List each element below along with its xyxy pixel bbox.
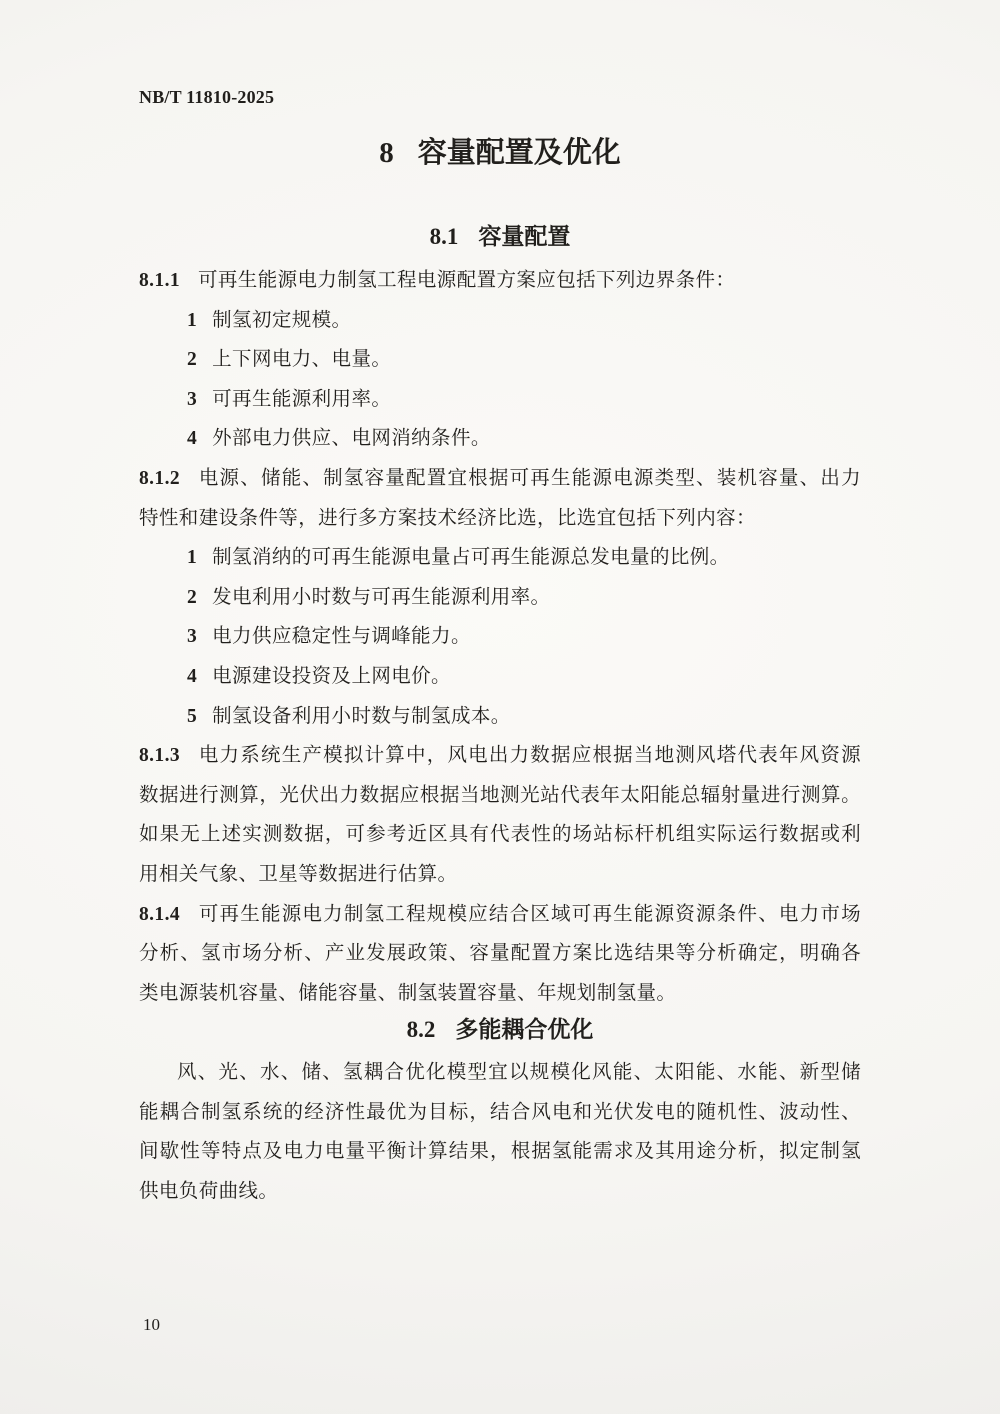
- clause-8-1-4-text: 可再生能源电力制氢工程规模应结合区域可再生能源资源条件、电力市场: [198, 903, 861, 925]
- list-item: [139, 538, 861, 578]
- page-number: 10: [143, 1315, 160, 1334]
- clause-8-1-3-text: 电力系统生产模拟计算中，风电出力数据应根据当地测风塔代表年风资源: [198, 745, 861, 767]
- list-item-text: 制氢设备利用小时数与制氢成本。: [212, 705, 511, 727]
- list-item-number: 4: [187, 428, 198, 450]
- section-8-1-title: 容量配置: [478, 224, 571, 249]
- clause-8-1-3-line: 如果无上述实测数据，可参考近区具有代表性的场站标杆机组实际运行数据或利: [139, 824, 861, 846]
- clause-8-1-4-line: 分析、氢市场分析、产业发展政策、容量配置方案比选结果等分析确定，明确各: [139, 943, 861, 965]
- list-item: [139, 578, 861, 618]
- section-8-1-number: 8.1: [429, 224, 459, 249]
- clause-8-1-2-text: 电源、储能、制氢容量配置宜根据可再生能源电源类型、装机容量、出力: [198, 467, 861, 489]
- section-8-2-paragraph-line: 能耦合制氢系统的经济性最优为目标，结合风电和光伏发电的随机性、波动性、: [139, 1101, 861, 1123]
- list-item-number: 3: [187, 388, 198, 410]
- clause-8-1-3-number: 8.1.3: [139, 745, 180, 767]
- list-item: [139, 697, 861, 737]
- clause-8-1-1: [139, 261, 861, 301]
- document-code: NB/T 11810-2025: [139, 87, 275, 107]
- clause-8-1-4-number: 8.1.4: [139, 903, 180, 925]
- section-8-2-title: 多能耦合优化: [455, 1017, 594, 1043]
- list-item: [139, 657, 861, 697]
- list-item-text: 上下网电力、电量。: [212, 349, 392, 371]
- section-8-1-body: [139, 261, 861, 1013]
- section-8-1-heading: [139, 222, 861, 252]
- list-item-text: 可再生能源利用率。: [212, 388, 392, 410]
- list-item: [139, 301, 861, 341]
- list-item-text: 外部电力供应、电网消纳条件。: [212, 428, 491, 450]
- list-item-number: 1: [187, 547, 198, 569]
- list-item: [139, 617, 861, 657]
- clause-8-1-4-line: [139, 895, 861, 935]
- clause-8-1-1-number: 8.1.1: [139, 270, 180, 291]
- list-item: [139, 419, 861, 459]
- list-item-number: 3: [187, 626, 198, 648]
- clause-8-1-1-text: 可再生能源电力制氢工程电源配置方案应包括下列边界条件：: [198, 270, 736, 291]
- list-item-number: 2: [187, 349, 198, 371]
- list-item-number: 1: [187, 309, 198, 331]
- chapter-number: 8: [379, 137, 394, 169]
- clause-8-1-2-line: 特性和建设条件等，进行多方案技术经济比选，比选宜包括下列内容：: [139, 507, 756, 529]
- list-item-number: 4: [187, 665, 198, 687]
- list-item: [139, 380, 861, 420]
- list-item-text: 制氢消纳的可再生能源电量占可再生能源总发电量的比例。: [212, 547, 730, 569]
- list-item: [139, 340, 861, 380]
- clause-8-1-3-line: 用相关气象、卫星等数据进行估算。: [139, 863, 458, 885]
- section-8-2-paragraph-line: 间歇性等特点及电力电量平衡计算结果，根据氢能需求及其用途分析，拟定制氢: [139, 1141, 861, 1163]
- list-item-text: 电力供应稳定性与调峰能力。: [212, 626, 471, 648]
- section-8-2-body: [139, 1053, 861, 1211]
- list-item-text: 制氢初定规模。: [212, 309, 352, 331]
- list-item-number: 2: [187, 586, 198, 608]
- clause-8-1-3-line: [139, 736, 861, 776]
- list-item-text: 电源建设投资及上网电价。: [212, 665, 451, 687]
- section-8-2-number: 8.2: [406, 1017, 436, 1043]
- chapter-title-text: 容量配置及优化: [417, 137, 621, 169]
- clause-8-1-3-line: 数据进行测算，光伏出力数据应根据当地测光站代表年太阳能总辐射量进行测算。: [139, 784, 861, 806]
- chapter-heading: [139, 134, 861, 172]
- section-8-2-heading: [139, 1015, 861, 1045]
- clause-8-1-2-number: 8.1.2: [139, 467, 180, 489]
- list-item-number: 5: [187, 705, 198, 727]
- section-8-2-paragraph-line: 风、光、水、储、氢耦合优化模型宜以规模化风能、太阳能、水能、新型储: [177, 1062, 861, 1084]
- clause-8-1-2-line: [139, 459, 861, 499]
- section-8-2-paragraph-line: 供电负荷曲线。: [139, 1181, 279, 1203]
- clause-8-1-4-line: 类电源装机容量、储能容量、制氢装置容量、年规划制氢量。: [139, 982, 677, 1004]
- list-item-text: 发电利用小时数与可再生能源利用率。: [212, 586, 551, 608]
